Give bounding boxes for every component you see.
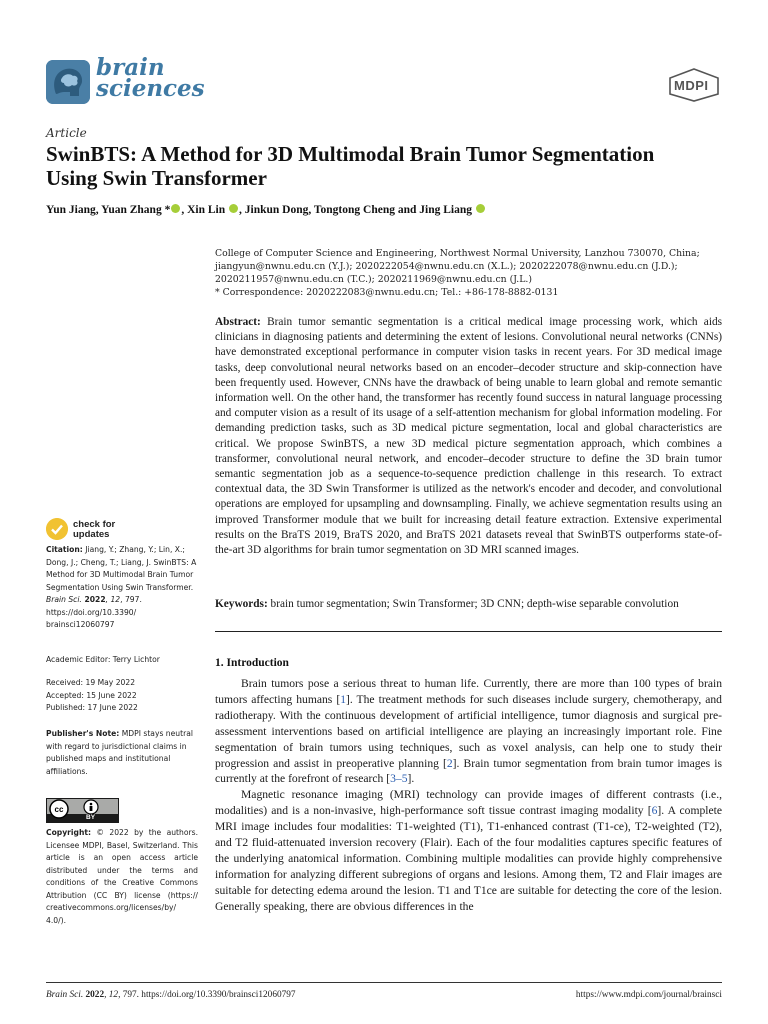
paragraph: Brain tumors pose a serious threat to human life. Currently, there are more than 100 types of brain tumors affecting humans [1]. The treatment methods for such diseases include surgery, chemotherapy, and radiotherapy. With the continuous development of artificial intelligence, tumor diagnosis and surgical pre-assessment interventions based on artificial intelligence are playing an increasingly important role. Fine segmentation of brain tumors using techniques, such as voxel analysis, can help one to study their progression and assist in preoperative planning [2]. Brain tumor segmentation from brain tumor images is currently at the forefront of research [3–5]. bbox=[215, 677, 722, 786]
publisher-note: Publisher's Note: MDPI stays neutral with regard to jurisdictional claims in published maps and institutional affiliations. bbox=[46, 729, 193, 776]
citation-link[interactable]: 2 bbox=[446, 756, 453, 770]
author-list bbox=[46, 204, 726, 216]
journal-name: brain sciences bbox=[96, 54, 205, 102]
published-date: Published: 17 June 2022 bbox=[46, 703, 138, 712]
check-updates-label: check for updates bbox=[73, 519, 116, 540]
brain-head-icon bbox=[46, 60, 90, 104]
section-divider bbox=[215, 631, 722, 632]
citation-block: Citation: Jiang, Y.; Zhang, Y.; Lin, X.; Dong, J.; Cheng, T.; Liang, J. SwinBTS: A Method for 3D Multimodal Brain Tumor Segmentation Using Swin Transformer. Brain Sci. 2022, 12, 797. https://doi.org/10.3390/ brainsci12060797 bbox=[46, 545, 197, 629]
footer-divider bbox=[46, 982, 722, 983]
journal-logo[interactable] bbox=[46, 54, 206, 110]
affiliation-line: College of Computer Science and Engineering, Northwest Normal University, Lanzhou 730070, China; bbox=[215, 248, 700, 259]
license-label: BY bbox=[86, 814, 96, 821]
author-group: , Xin Lin bbox=[181, 204, 229, 216]
svg-text:cc: cc bbox=[54, 805, 64, 814]
keywords bbox=[215, 597, 722, 612]
footer-journal-url[interactable]: https://www.mdpi.com/journal/brainsci bbox=[575, 990, 722, 1000]
creative-commons-icon bbox=[46, 798, 119, 823]
affiliation-line: jiangyun@nwnu.edu.cn (Y.J.); 2020222054@nwnu.edu.cn (X.L.); 2020222078@nwnu.edu.cn (J.D.); bbox=[215, 261, 678, 272]
orcid-icon[interactable] bbox=[171, 204, 180, 213]
keywords-label: Keywords: bbox=[215, 598, 268, 610]
citation-link[interactable]: 1 bbox=[340, 692, 346, 706]
copyright-notice: Copyright: © 2022 by the authors. Licensee MDPI, Basel, Switzerland. This article is an open access article distributed under the terms and conditions of the Creative Commons Attribution (CC BY) license (https:// creativecommons.org/licenses/by/ 4.0/). bbox=[46, 828, 198, 925]
citation-link[interactable]: 3–5 bbox=[390, 772, 408, 786]
publisher-logo[interactable] bbox=[668, 68, 720, 102]
abstract-text: Brain tumor semantic segmentation is a critical medical image processing work, which aids clinicians in diagnosing patients and determining the extent of lesions. Convolutional neural networks (CNNs) have demonstrated exceptional performance in computer vision tasks in recent years. For 3D medical image tasks, deep convolutional neural networks based on an encoder–decoder structure and skip-connection have been frequently used. However, CNNs have the drawback of being unable to learn global and remote semantic information well. On the other hand, the transformer has recently found success in natural language processing and computer vision as a result of its usage of a self-attention mechanism for global information modeling. For demanding prediction tasks, such as 3D medical picture segmentation, local and global characteristics are critical. We propose SwinBTS, a new 3D medical picture segmentation approach, which combines a transformer, convolutional neural network, and encoder–decoder structure to define the 3D brain tumor semantic segmentation job as a sequence-to-sequence prediction challenge in this research. To extract contextual data, the 3D Swin Transformer is utilized as the network's encoder and decoder, and convolutional operations are employed for upsampling and downsampling. Finally, we achieve segmentation results using an improved Transformer module that we built for increasing detail feature extraction. Extensive experimental results on the BraTS 2019, BraTS 2020, and BraTS 2021 datasets reveal that SwinBTS outperforms state-of-the-art 3D algorithms for brain tumor segmentation on 3D MRI scanned images. bbox=[215, 316, 722, 557]
author-group: , Jinkun Dong, Tongtong Cheng and Jing Liang bbox=[239, 204, 475, 216]
affiliations bbox=[215, 247, 725, 299]
author-group: Yun Jiang, Yuan Zhang * bbox=[46, 204, 171, 216]
affiliation-line: 2020211957@nwnu.edu.cn (T.C.); 2020211969@nwnu.edu.cn (J.L.) bbox=[215, 274, 532, 285]
received-date: Received: 19 May 2022 bbox=[46, 678, 136, 687]
academic-editor: Academic Editor: Terry Lichtor bbox=[46, 655, 160, 664]
introduction-body bbox=[215, 676, 722, 915]
citation-link[interactable]: 6 bbox=[651, 804, 658, 818]
publication-dates bbox=[46, 677, 198, 715]
article-title: SwinBTS: A Method for 3D Multimodal Brain Tumor Segmentation Using Swin Transformer bbox=[46, 142, 655, 190]
abstract-label: Abstract: bbox=[215, 316, 261, 328]
check-updates-icon bbox=[46, 518, 68, 540]
publisher-name: MDPI bbox=[674, 78, 709, 93]
footer-citation: Brain Sci. 2022, 12, 797. https://doi.org/10.3390/brainsci12060797 bbox=[46, 990, 296, 1000]
orcid-icon[interactable] bbox=[476, 204, 485, 213]
orcid-icon[interactable] bbox=[229, 204, 238, 213]
correspondence-line: * Correspondence: 2020222083@nwnu.edu.cn; Tel.: +86-178-8882-0131 bbox=[215, 287, 559, 298]
doi-link[interactable]: , 797. https://doi.org/10.3390/ brainsci12060797 bbox=[46, 595, 142, 629]
section-heading: 1. Introduction bbox=[215, 657, 289, 669]
cc-by-license-badge[interactable] bbox=[46, 798, 119, 823]
paragraph: Magnetic resonance imaging (MRI) technology can provide images of different contrasts (i.e., modalities) and is a non-invasive, high-performance soft tissue contrast imaging modality [6]. A complete MRI image includes four modalities: T1-weighted (T1), T1-enhanced contrast (T1-ce), T2-weighted (T2), and T2 fluid-attenuated inversion recovery (Flair). Each of the four modalities captures specific features of the underlying anatomical information. Combining multiple modalities can provide highly comprehensive information for analyzing different subregions of organs and lesions. Among them, T2 and Flair images are suitable for detecting edema around the lesion. T1 and T1ce are suitable for detecting the core of the lesion. Generally speaking, there are obvious differences in the bbox=[215, 788, 723, 913]
check-for-updates-badge[interactable] bbox=[46, 518, 166, 542]
accepted-date: Accepted: 15 June 2022 bbox=[46, 690, 137, 700]
abstract bbox=[215, 315, 722, 558]
footer-doi-link[interactable]: , 797. https://doi.org/10.3390/brainsci12060797 bbox=[118, 990, 296, 1000]
article-type: Article bbox=[46, 126, 87, 140]
keywords-text: brain tumor segmentation; Swin Transformer; 3D CNN; depth-wise separable convolution bbox=[270, 598, 679, 610]
